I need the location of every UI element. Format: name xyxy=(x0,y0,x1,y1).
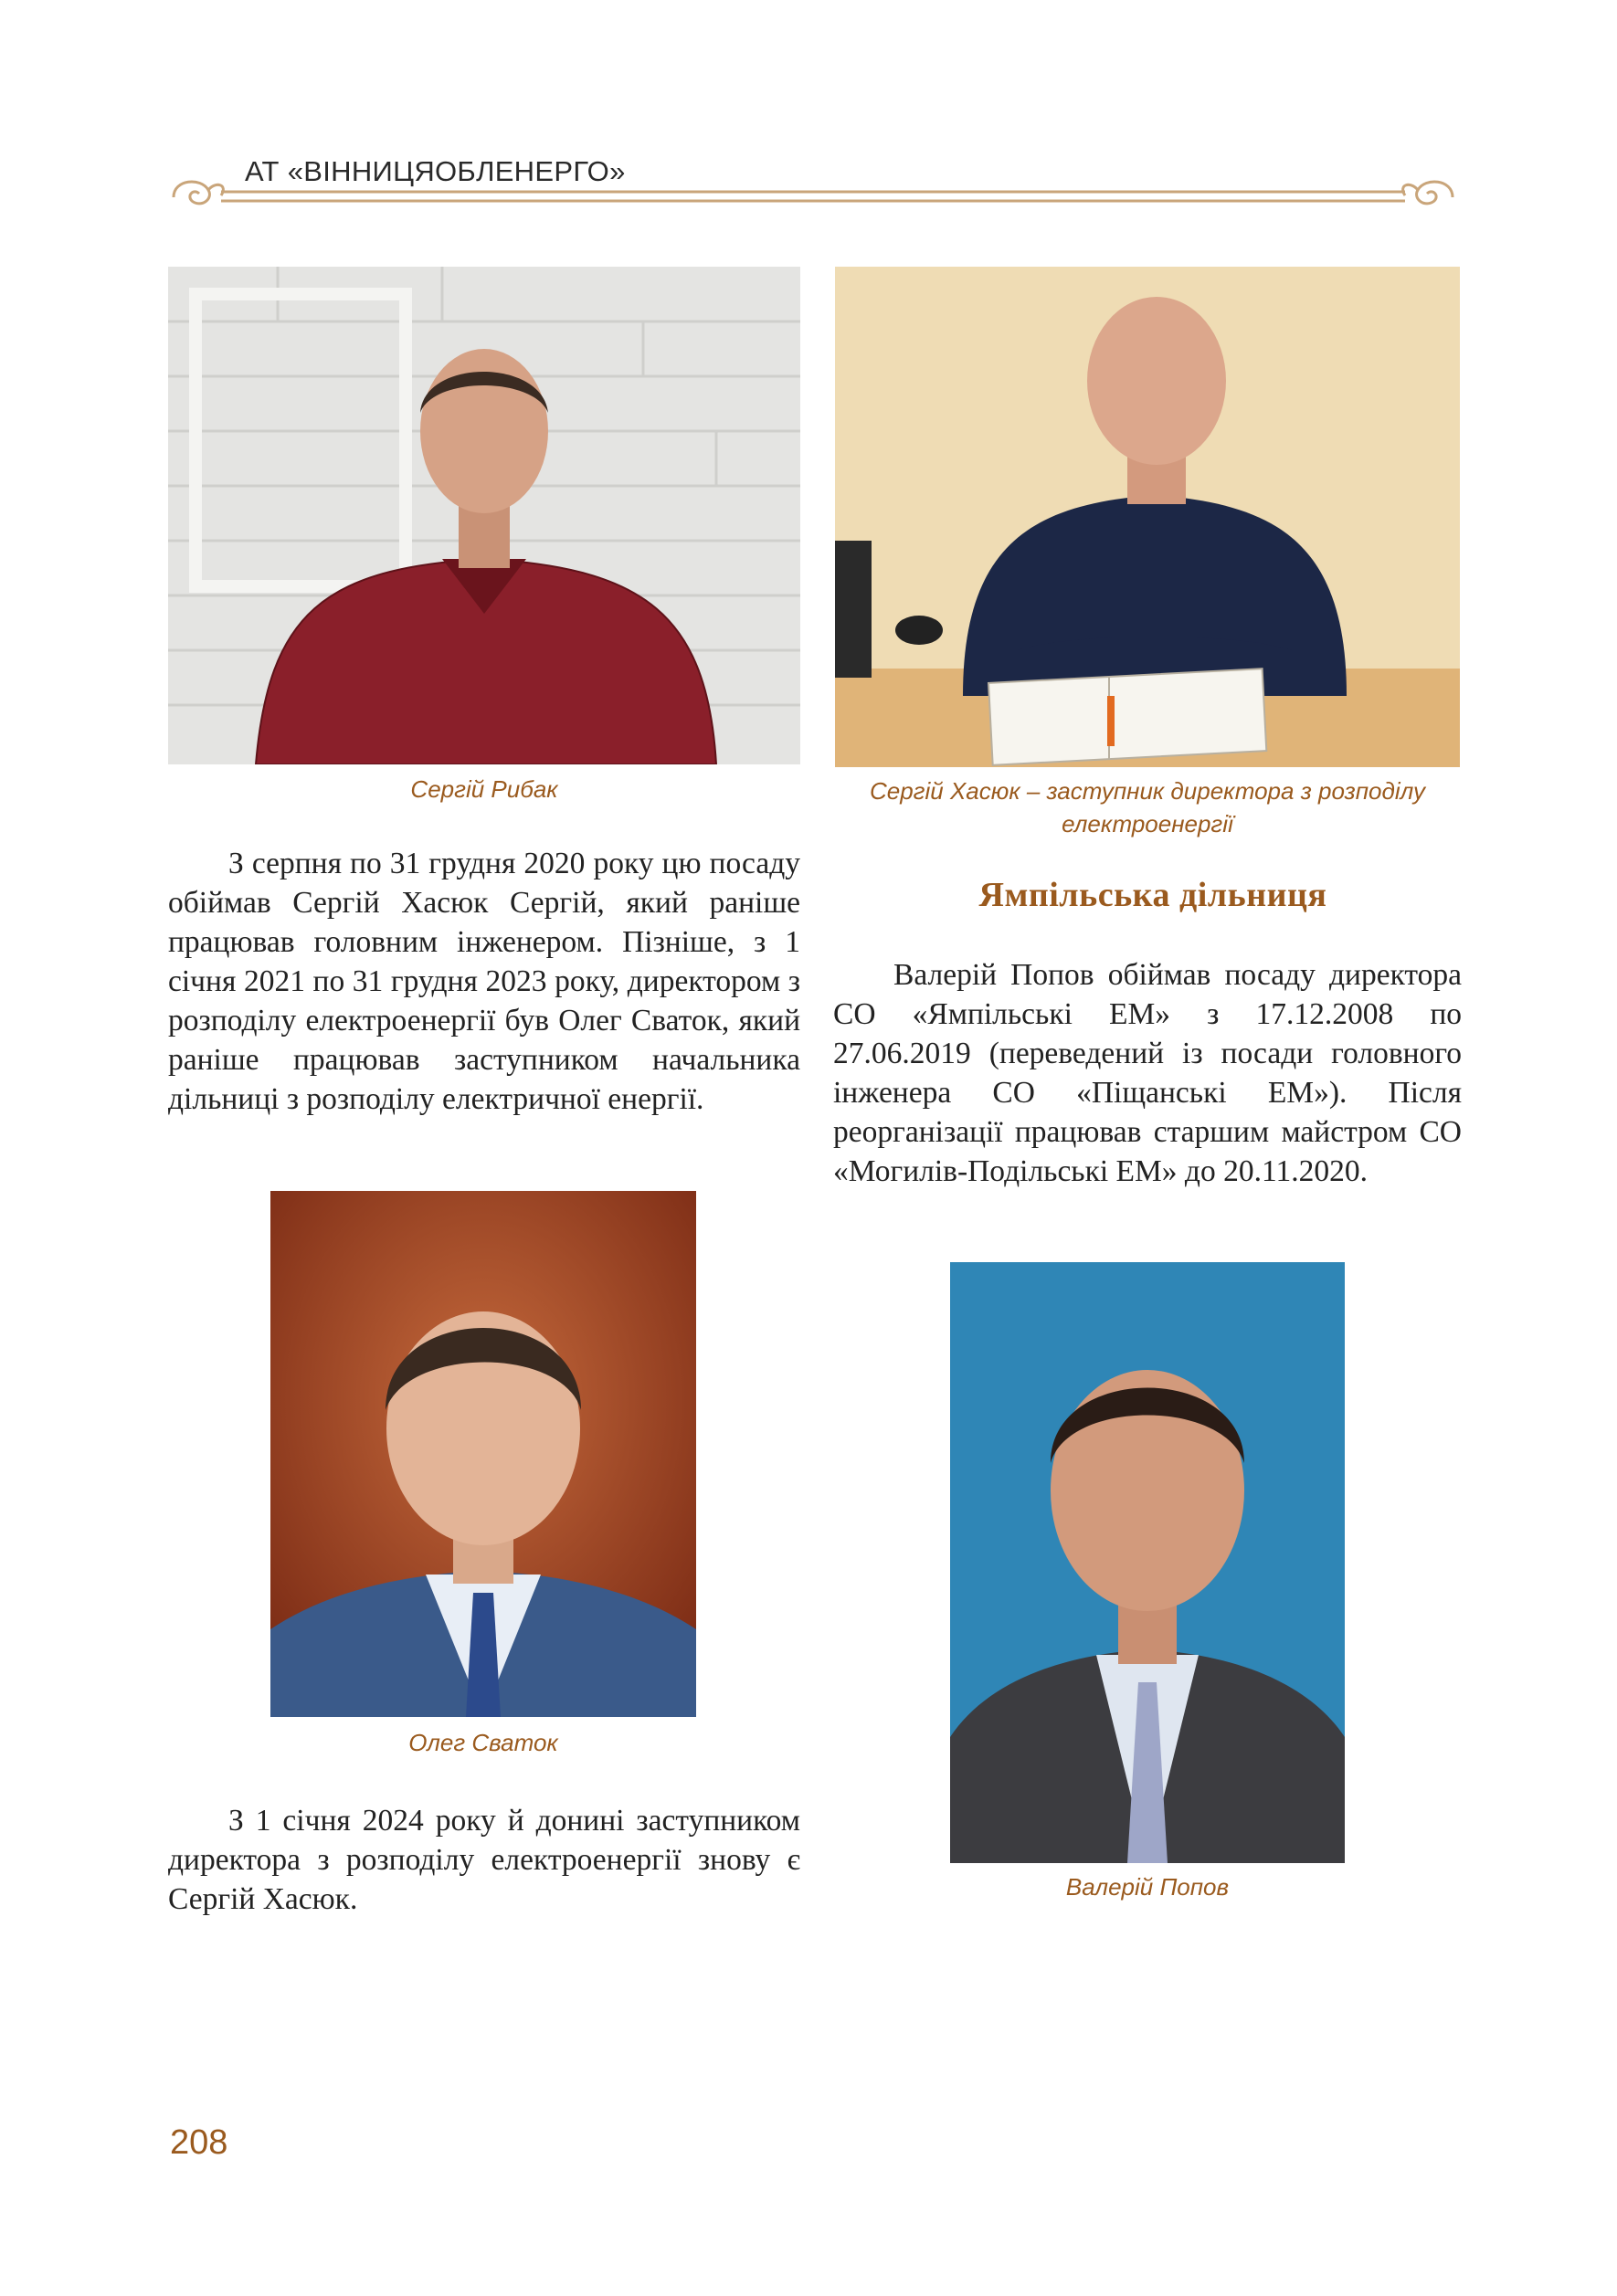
photo-oleh-svatok xyxy=(270,1191,696,1717)
page-number: 208 xyxy=(170,2123,228,2162)
header-ornament xyxy=(164,172,1462,226)
left-paragraph-2 xyxy=(168,1801,800,1919)
caption-serhii-rybak: Сергій Рибак xyxy=(410,775,558,803)
caption-valerii-popov: Валерій Попов xyxy=(1065,1873,1230,1901)
left-paragraph-2-text: З 1 січня 2024 року й донині заступником директора з розподілу електроенергії знову є Сергій Хасюк. xyxy=(168,1804,800,1916)
left-paragraph-1-text: З серпня по 31 грудня 2020 року цю посаду обіймав Сергій Хасюк Сергій, який раніше працював головним інженером. Пізніше, з 1 січня 2021 по 31 грудня 2023 року, директором з розподілу електроенергії був Олег Сваток, який раніше працював заступником начальника дільниці з розподілу електричної енергії. xyxy=(168,847,800,1116)
section-title-yampil: Ямпільська дільниця xyxy=(978,876,1327,914)
right-paragraph-1-text: Валерій Попов обіймав посаду директора СО «Ямпільські ЕМ» з 17.12.2008 по 27.06.2019 (переведений із посади головного інженера СО «Піщанські ЕМ»). Після реорганізації працював старшим майстром СО «Могилів-Подільські ЕМ» до 20.11.2020. xyxy=(833,958,1462,1188)
running-header: АТ «ВІННИЦЯОБЛЕНЕРГО» xyxy=(245,155,626,187)
photo-serhii-khasiuk xyxy=(835,267,1460,767)
caption-serhii-khasiuk: Сергій Хасюк – заступник директора з розподілу електроенергії xyxy=(869,777,1426,837)
caption-oleh-svatok: Олег Сваток xyxy=(408,1729,558,1756)
photo-serhii-rybak xyxy=(168,267,800,764)
left-paragraph-1 xyxy=(168,844,800,1119)
right-paragraph-1 xyxy=(833,955,1462,1191)
photo-valerii-popov xyxy=(950,1262,1345,1863)
